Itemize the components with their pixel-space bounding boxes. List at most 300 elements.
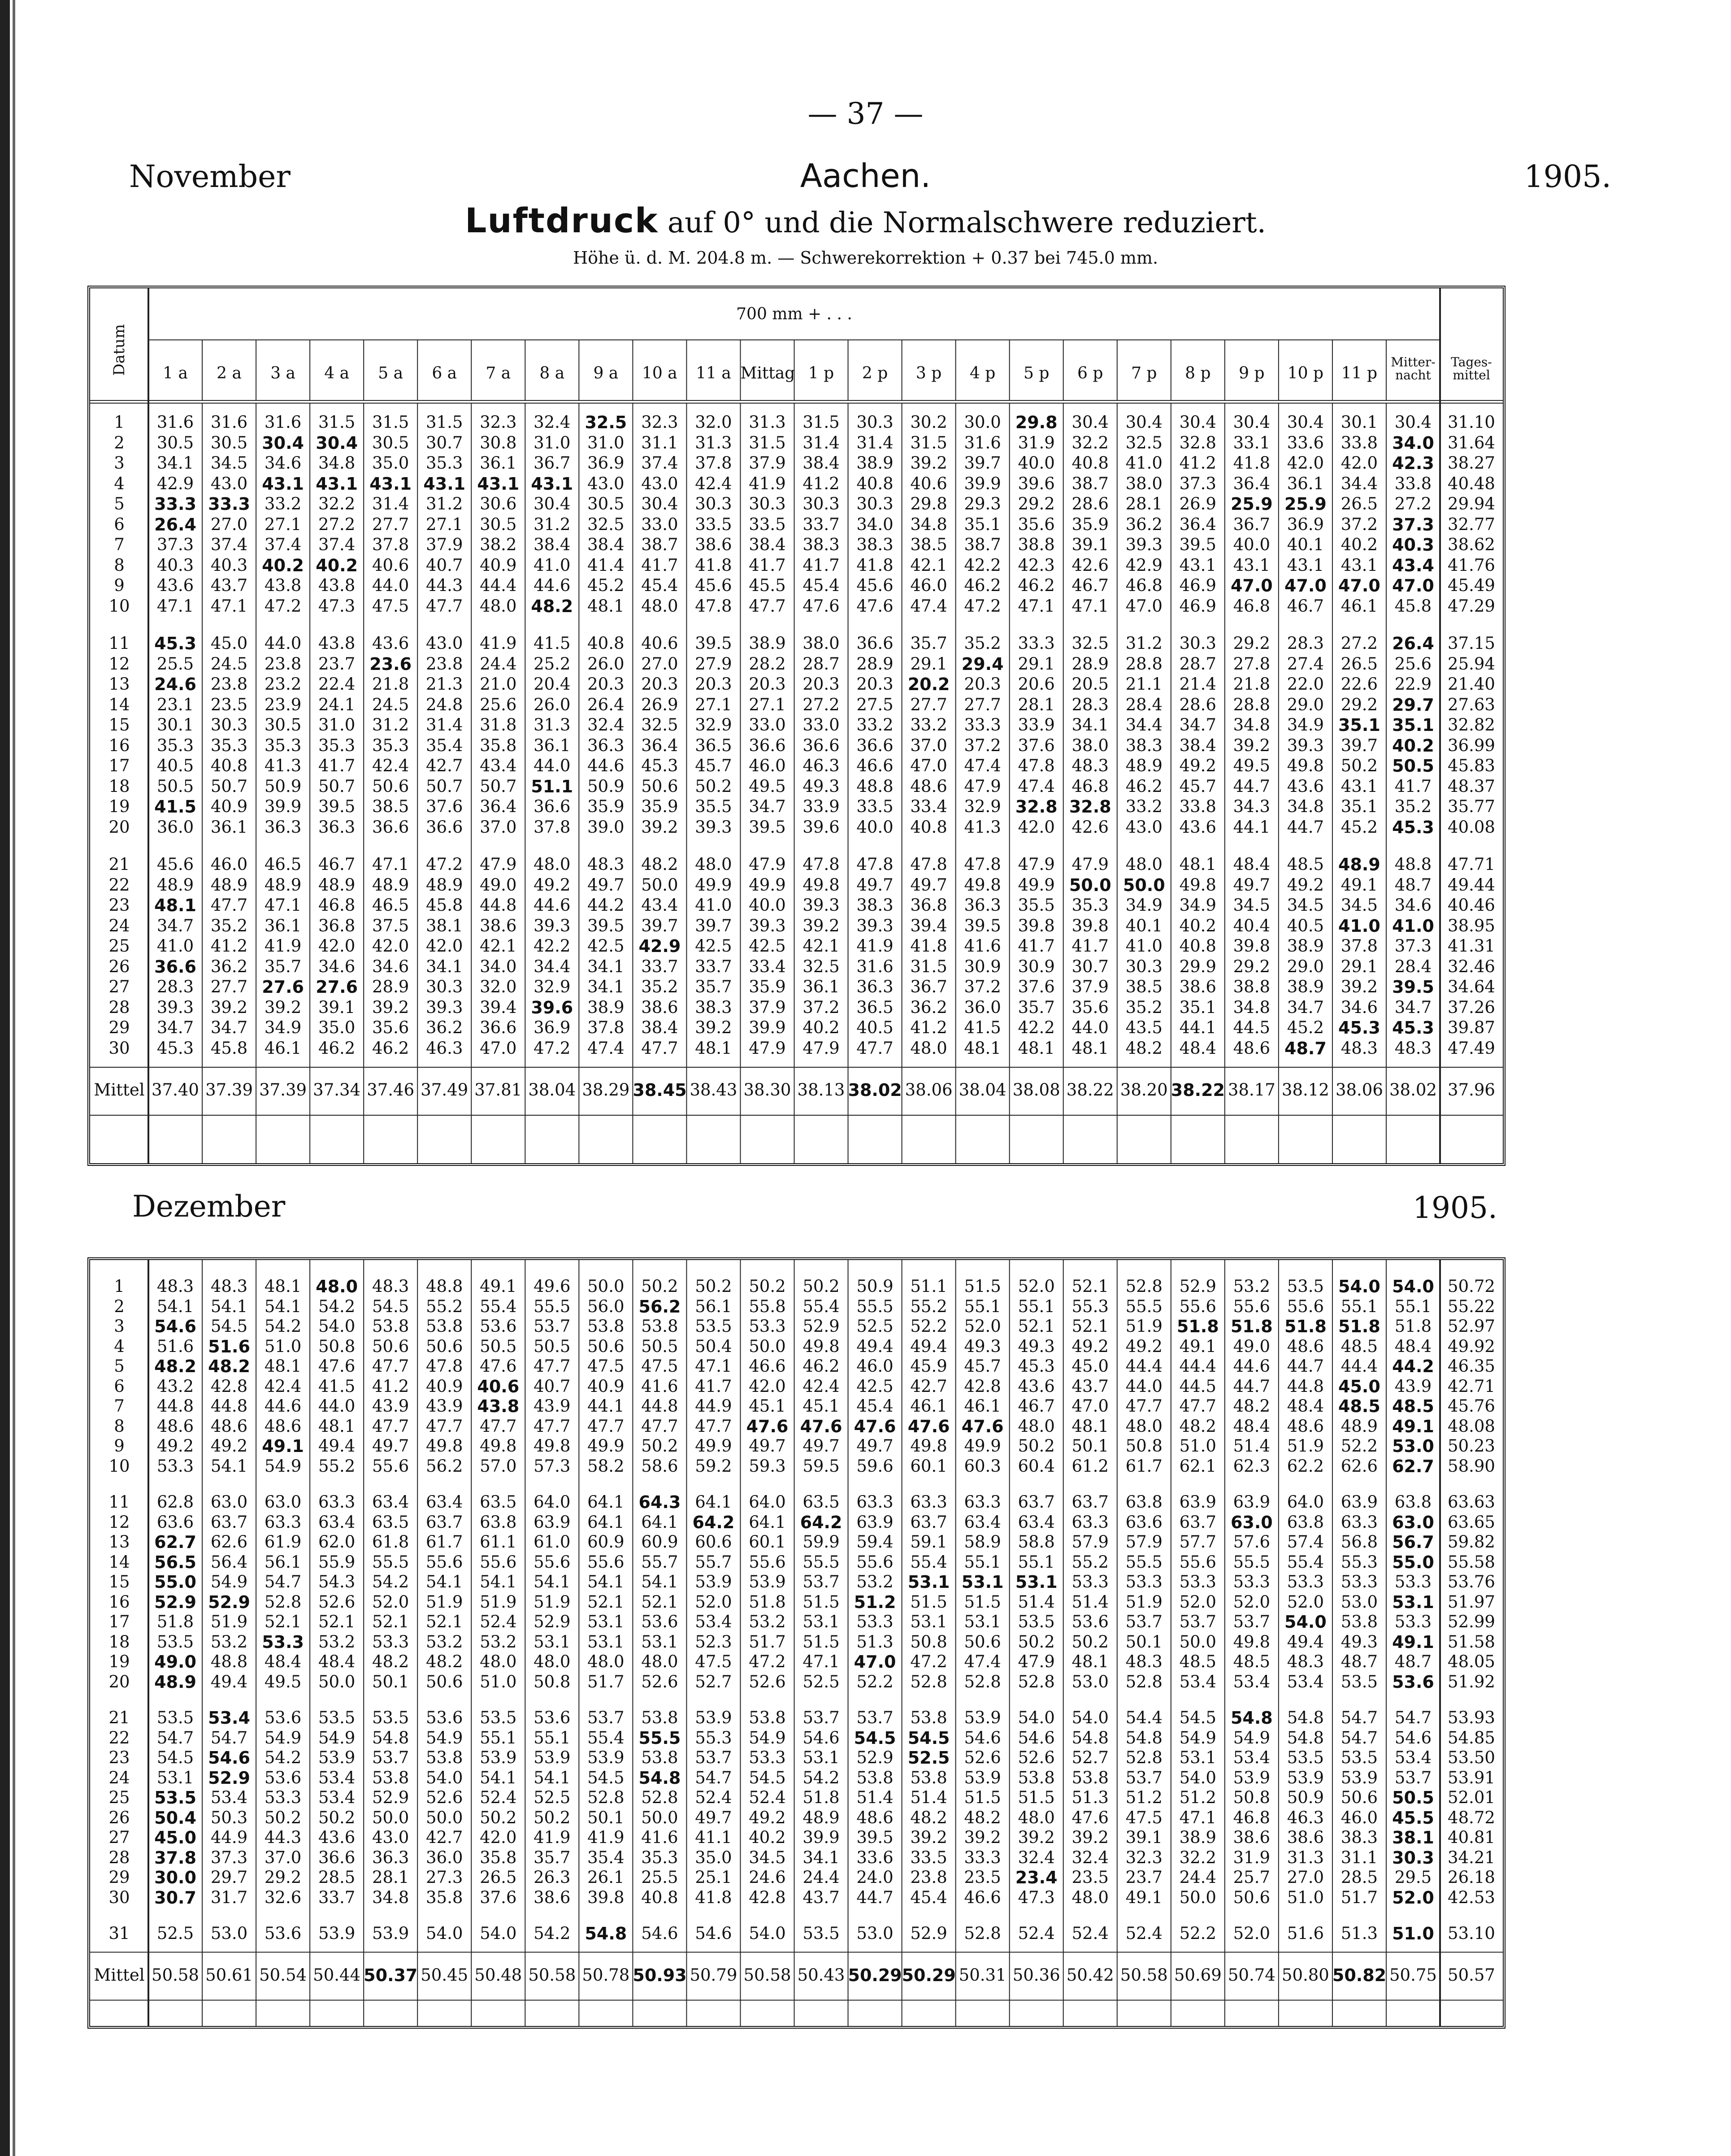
data-cell: 63.3 xyxy=(964,1492,1001,1512)
data-cell: 60.4 xyxy=(1018,1456,1055,1476)
data-cell: 47.8 xyxy=(1018,756,1055,775)
data-cell: 52.6 xyxy=(318,1592,356,1612)
data-cell: 51.6 xyxy=(156,1336,194,1356)
data-cell: 61.7 xyxy=(426,1532,463,1552)
data-cell: 43.0 xyxy=(1125,817,1163,837)
data-cell: 42.7 xyxy=(910,1376,947,1396)
data-cell: 43.1 xyxy=(316,474,358,494)
data-cell: 57.9 xyxy=(1125,1532,1163,1552)
data-cell: 45.0 xyxy=(154,1828,196,1847)
data-cell: 55.2 xyxy=(426,1296,463,1316)
data-cell: 28.8 xyxy=(1233,695,1271,714)
data-cell: 54.0 xyxy=(426,1924,463,1943)
data-cell: 38.6 xyxy=(1287,1828,1324,1847)
data-cell: 49.2 xyxy=(210,1436,248,1456)
data-cell: 47.7 xyxy=(1125,1396,1163,1416)
row-day-label: 23 xyxy=(108,895,130,915)
data-cell: 36.3 xyxy=(587,735,625,755)
data-cell: 51.92 xyxy=(1448,1672,1495,1691)
data-cell: 47.6 xyxy=(480,1356,517,1376)
data-cell: 42.1 xyxy=(803,936,840,956)
data-cell: 53.7 xyxy=(1179,1612,1216,1631)
data-cell: 51.3 xyxy=(1341,1924,1378,1943)
data-cell: 47.6 xyxy=(961,1416,1004,1436)
data-cell: 45.3 xyxy=(1392,1018,1434,1038)
data-cell: 48.0 xyxy=(480,1652,517,1671)
data-cell: 41.0 xyxy=(695,895,732,915)
data-cell: 53.8 xyxy=(1072,1768,1109,1787)
data-cell: 49.9 xyxy=(749,875,786,895)
data-cell: 53.9 xyxy=(480,1748,517,1767)
data-cell: 54.1 xyxy=(587,1572,625,1591)
data-cell: 38.9 xyxy=(856,453,894,473)
data-cell: 36.3 xyxy=(318,817,356,837)
month-header-november: November xyxy=(129,159,291,195)
data-cell: 43.9 xyxy=(426,1396,463,1416)
data-cell: 52.8 xyxy=(1125,1277,1163,1296)
column-header: 11 a xyxy=(696,364,731,383)
data-cell: 38.1 xyxy=(426,916,463,935)
data-cell: 50.6 xyxy=(964,1632,1001,1652)
data-cell: 28.9 xyxy=(856,654,894,674)
data-cell: 30.5 xyxy=(156,433,194,452)
mean-cell: 38.02 xyxy=(1389,1080,1437,1100)
data-cell: 52.6 xyxy=(1018,1748,1055,1767)
data-cell: 30.7 xyxy=(154,1887,196,1908)
data-cell: 24.4 xyxy=(480,654,517,674)
data-cell: 43.6 xyxy=(372,634,409,653)
data-cell: 42.9 xyxy=(1125,555,1163,575)
data-cell: 54.2 xyxy=(534,1924,571,1943)
data-cell: 43.0 xyxy=(587,474,625,493)
data-cell: 63.7 xyxy=(1179,1512,1216,1532)
data-cell: 50.6 xyxy=(372,1336,409,1356)
data-cell: 54.4 xyxy=(1125,1708,1163,1727)
data-cell: 48.0 xyxy=(695,855,732,874)
data-cell: 29.7 xyxy=(210,1868,248,1887)
data-cell: 30.4 xyxy=(1394,413,1432,432)
data-cell: 47.0 xyxy=(1125,596,1163,616)
data-cell: 47.2 xyxy=(264,596,302,616)
data-cell: 54.7 xyxy=(1341,1728,1378,1747)
data-cell: 27.7 xyxy=(964,695,1001,714)
data-cell: 30.3 xyxy=(1125,956,1163,976)
mean-cell: 37.49 xyxy=(421,1080,469,1100)
mean-cell: 38.04 xyxy=(528,1080,576,1100)
data-cell: 34.6 xyxy=(1394,895,1432,915)
data-cell: 49.7 xyxy=(695,1808,732,1827)
data-cell: 39.5 xyxy=(318,797,356,816)
data-cell: 37.3 xyxy=(1179,474,1216,493)
data-cell: 34.1 xyxy=(156,453,194,473)
data-cell: 44.3 xyxy=(426,576,463,595)
data-cell: 55.3 xyxy=(1341,1552,1378,1572)
data-cell: 61.2 xyxy=(1072,1456,1109,1476)
data-cell: 51.8 xyxy=(1338,1317,1380,1336)
data-cell: 45.9 xyxy=(910,1356,947,1376)
data-cell: 31.5 xyxy=(372,413,409,432)
data-cell: 27.0 xyxy=(210,514,248,534)
data-cell: 39.3 xyxy=(426,997,463,1017)
data-cell: 28.4 xyxy=(1125,695,1163,714)
data-cell: 35.9 xyxy=(1072,514,1109,534)
mean-cell: 50.61 xyxy=(205,1965,253,1985)
data-cell: 38.5 xyxy=(1125,977,1163,996)
data-cell: 49.1 xyxy=(1341,875,1378,895)
data-cell: 53.4 xyxy=(1233,1672,1271,1691)
data-cell: 61.1 xyxy=(480,1532,517,1552)
data-cell: 47.6 xyxy=(746,1416,789,1436)
column-header: Tages-mittel xyxy=(1451,355,1492,383)
data-cell: 49.7 xyxy=(856,875,894,895)
data-cell: 53.5 xyxy=(803,1924,840,1943)
data-cell: 41.0 xyxy=(534,555,571,575)
row-day-label: 10 xyxy=(108,596,130,616)
data-cell: 51.5 xyxy=(803,1592,840,1612)
data-cell: 55.5 xyxy=(1233,1552,1271,1572)
data-cell: 49.7 xyxy=(856,1436,894,1456)
data-cell: 64.0 xyxy=(534,1492,571,1512)
data-cell: 27.2 xyxy=(1341,634,1378,653)
data-cell: 49.92 xyxy=(1448,1336,1495,1356)
data-cell: 54.5 xyxy=(749,1768,786,1787)
data-cell: 44.4 xyxy=(480,576,517,595)
data-cell: 30.0 xyxy=(154,1868,196,1887)
data-cell: 46.0 xyxy=(910,576,947,595)
data-cell: 33.0 xyxy=(749,715,786,735)
data-cell: 36.6 xyxy=(480,1018,517,1037)
data-cell: 27.1 xyxy=(749,695,786,714)
data-cell: 47.5 xyxy=(372,596,409,616)
data-cell: 55.1 xyxy=(1394,1296,1432,1316)
data-cell: 47.1 xyxy=(1072,596,1109,616)
data-cell: 55.4 xyxy=(587,1728,625,1747)
data-cell: 52.2 xyxy=(1341,1436,1378,1456)
data-cell: 48.5 xyxy=(1179,1652,1216,1671)
data-cell: 45.0 xyxy=(210,634,248,653)
data-cell: 20.6 xyxy=(1018,674,1055,694)
data-cell: 52.0 xyxy=(1179,1592,1216,1612)
data-cell: 51.3 xyxy=(856,1632,894,1652)
data-cell: 47.2 xyxy=(910,1652,947,1671)
data-cell: 54.7 xyxy=(1341,1708,1378,1727)
data-cell: 53.10 xyxy=(1448,1924,1495,1943)
data-cell: 49.3 xyxy=(1341,1632,1378,1652)
data-cell: 31.2 xyxy=(426,494,463,513)
data-cell: 62.7 xyxy=(154,1532,196,1552)
data-cell: 53.9 xyxy=(318,1748,356,1767)
data-cell: 54.0 xyxy=(1018,1708,1055,1727)
data-cell: 47.4 xyxy=(910,596,947,616)
data-cell: 56.0 xyxy=(587,1296,625,1316)
data-cell: 29.8 xyxy=(910,494,947,513)
data-cell: 54.1 xyxy=(156,1296,194,1316)
data-cell: 53.93 xyxy=(1448,1708,1495,1727)
data-cell: 34.0 xyxy=(1392,433,1434,453)
data-cell: 40.5 xyxy=(856,1018,894,1037)
data-cell: 23.7 xyxy=(1125,1868,1163,1887)
data-cell: 54.7 xyxy=(264,1572,302,1591)
mean-cell: 50.29 xyxy=(902,1965,956,1985)
data-cell: 41.6 xyxy=(964,936,1001,956)
data-cell: 31.5 xyxy=(749,433,786,452)
data-cell: 49.8 xyxy=(534,1436,571,1456)
data-cell: 44.5 xyxy=(1233,1018,1271,1037)
data-cell: 35.2 xyxy=(641,977,678,996)
data-cell: 34.4 xyxy=(1125,715,1163,735)
data-cell: 47.7 xyxy=(749,596,786,616)
mean-cell: 38.06 xyxy=(905,1080,953,1100)
data-cell: 51.2 xyxy=(854,1592,896,1612)
data-cell: 54.6 xyxy=(695,1924,732,1943)
data-cell: 39.9 xyxy=(964,474,1001,493)
column-header: 10 a xyxy=(642,364,677,383)
data-cell: 54.9 xyxy=(318,1728,356,1747)
book-binding-edge xyxy=(0,0,10,2156)
data-cell: 38.9 xyxy=(587,997,625,1017)
row-day-label: 24 xyxy=(108,1768,130,1787)
data-cell: 50.8 xyxy=(1125,1436,1163,1456)
data-cell: 46.1 xyxy=(910,1396,947,1416)
row-day-label: 15 xyxy=(108,715,130,735)
data-cell: 32.6 xyxy=(264,1887,302,1907)
data-cell: 50.2 xyxy=(1072,1632,1109,1652)
data-cell: 45.3 xyxy=(154,634,196,653)
data-cell: 47.5 xyxy=(641,1356,678,1376)
data-cell: 44.7 xyxy=(1287,1356,1324,1376)
data-cell: 52.6 xyxy=(426,1788,463,1807)
column-header: 1 p xyxy=(808,364,834,383)
mean-cell: 37.34 xyxy=(313,1080,361,1100)
mean-cell: 50.57 xyxy=(1448,1965,1495,1985)
data-cell: 39.2 xyxy=(264,997,302,1017)
data-cell: 46.7 xyxy=(1018,1396,1055,1416)
data-cell: 53.1 xyxy=(641,1632,678,1652)
data-cell: 25.1 xyxy=(695,1868,732,1887)
data-cell: 38.4 xyxy=(641,1018,678,1037)
data-cell: 52.0 xyxy=(1233,1924,1271,1943)
data-cell: 31.64 xyxy=(1448,433,1495,452)
data-cell: 50.0 xyxy=(1179,1632,1216,1652)
data-cell: 47.7 xyxy=(1179,1396,1216,1416)
data-cell: 26.5 xyxy=(1341,654,1378,674)
data-cell: 47.1 xyxy=(372,855,409,874)
row-day-label: 14 xyxy=(108,695,130,714)
data-cell: 53.9 xyxy=(1287,1768,1324,1787)
data-cell: 48.8 xyxy=(856,776,894,796)
data-cell: 53.8 xyxy=(426,1317,463,1336)
data-cell: 37.9 xyxy=(749,453,786,473)
column-header: 9 p xyxy=(1239,364,1265,383)
data-cell: 52.6 xyxy=(749,1672,786,1691)
data-cell: 63.7 xyxy=(910,1512,947,1532)
data-cell: 53.4 xyxy=(318,1768,356,1787)
data-cell: 53.9 xyxy=(1341,1768,1378,1787)
data-cell: 55.5 xyxy=(534,1296,571,1316)
data-cell: 53.6 xyxy=(1072,1612,1109,1631)
data-cell: 38.9 xyxy=(1179,1828,1216,1847)
data-cell: 41.8 xyxy=(695,555,732,575)
data-cell: 34.0 xyxy=(856,514,894,534)
data-cell: 36.2 xyxy=(1125,514,1163,534)
data-cell: 57.9 xyxy=(1072,1532,1109,1552)
data-cell: 38.9 xyxy=(1287,936,1324,956)
data-cell: 41.9 xyxy=(264,936,302,956)
data-cell: 50.5 xyxy=(534,1336,571,1356)
data-cell: 27.63 xyxy=(1448,695,1495,714)
data-cell: 54.0 xyxy=(1284,1612,1327,1632)
data-cell: 40.9 xyxy=(426,1376,463,1396)
data-cell: 23.7 xyxy=(318,654,356,674)
data-cell: 35.2 xyxy=(210,916,248,935)
data-cell: 47.3 xyxy=(318,596,356,616)
data-cell: 63.3 xyxy=(264,1512,302,1532)
data-cell: 52.5 xyxy=(856,1317,894,1336)
data-cell: 55.5 xyxy=(372,1552,409,1572)
data-cell: 32.4 xyxy=(587,715,625,735)
data-cell: 42.7 xyxy=(426,756,463,775)
data-cell: 47.8 xyxy=(803,855,840,874)
data-cell: 63.7 xyxy=(210,1512,248,1532)
data-cell: 48.0 xyxy=(1072,1887,1109,1907)
data-cell: 32.4 xyxy=(534,413,571,432)
data-cell: 39.1 xyxy=(1125,1828,1163,1847)
data-cell: 32.8 xyxy=(1069,797,1111,817)
data-cell: 60.9 xyxy=(641,1532,678,1552)
data-cell: 48.6 xyxy=(210,1416,248,1436)
data-cell: 51.5 xyxy=(803,1632,840,1652)
data-cell: 43.1 xyxy=(1233,555,1271,575)
data-cell: 53.9 xyxy=(695,1572,732,1591)
data-cell: 53.5 xyxy=(695,1317,732,1336)
data-cell: 61.9 xyxy=(264,1532,302,1552)
data-cell: 40.3 xyxy=(210,555,248,575)
data-cell: 40.08 xyxy=(1448,817,1495,837)
data-cell: 41.2 xyxy=(803,474,840,493)
data-cell: 48.3 xyxy=(587,855,625,874)
data-cell: 47.8 xyxy=(426,1356,463,1376)
data-cell: 48.4 xyxy=(318,1652,356,1671)
data-cell: 35.3 xyxy=(156,735,194,755)
row-day-label: 21 xyxy=(108,855,130,874)
data-cell: 37.2 xyxy=(1341,514,1378,534)
data-cell: 39.8 xyxy=(1018,916,1055,935)
data-cell: 57.4 xyxy=(1287,1532,1324,1552)
data-cell: 40.4 xyxy=(1233,916,1271,935)
data-cell: 63.4 xyxy=(426,1492,463,1512)
data-cell: 24.6 xyxy=(154,674,196,694)
data-cell: 49.2 xyxy=(534,875,571,895)
data-cell: 54.1 xyxy=(210,1456,248,1476)
data-cell: 44.6 xyxy=(264,1396,302,1416)
data-cell: 43.0 xyxy=(641,474,678,493)
data-cell: 35.4 xyxy=(426,735,463,755)
data-cell: 51.9 xyxy=(534,1592,571,1612)
data-cell: 51.4 xyxy=(1233,1436,1271,1456)
mean-cell: 50.74 xyxy=(1228,1965,1275,1985)
data-cell: 51.8 xyxy=(156,1612,194,1631)
data-cell: 56.4 xyxy=(210,1552,248,1572)
data-cell: 63.4 xyxy=(372,1492,409,1512)
data-cell: 43.9 xyxy=(1394,1376,1432,1396)
data-cell: 35.77 xyxy=(1448,797,1495,816)
station-name: Aachen. xyxy=(800,157,931,195)
data-cell: 40.8 xyxy=(210,756,248,775)
data-cell: 42.6 xyxy=(1072,817,1109,837)
data-cell: 39.5 xyxy=(587,916,625,935)
data-cell: 56.5 xyxy=(154,1552,196,1572)
data-cell: 47.6 xyxy=(800,1416,842,1436)
data-cell: 53.50 xyxy=(1448,1748,1495,1767)
data-cell: 37.6 xyxy=(1018,735,1055,755)
data-cell: 51.5 xyxy=(910,1592,947,1612)
data-cell: 51.9 xyxy=(480,1592,517,1612)
data-cell: 27.1 xyxy=(264,514,302,534)
data-cell: 53.0 xyxy=(856,1924,894,1943)
data-cell: 43.0 xyxy=(426,634,463,653)
data-cell: 28.5 xyxy=(318,1868,356,1887)
data-cell: 39.1 xyxy=(318,997,356,1017)
row-day-label: 29 xyxy=(108,1018,130,1037)
data-cell: 41.2 xyxy=(210,936,248,956)
data-cell: 51.8 xyxy=(1176,1317,1219,1336)
data-cell: 31.2 xyxy=(534,514,571,534)
data-cell: 55.1 xyxy=(1018,1552,1055,1572)
data-cell: 54.2 xyxy=(318,1296,356,1316)
data-cell: 50.3 xyxy=(210,1808,248,1827)
data-cell: 36.8 xyxy=(910,895,947,915)
data-cell: 25.7 xyxy=(1233,1868,1271,1887)
data-cell: 51.58 xyxy=(1448,1632,1495,1652)
data-cell: 53.76 xyxy=(1448,1572,1495,1591)
data-cell: 54.8 xyxy=(638,1768,681,1788)
data-cell: 53.8 xyxy=(641,1748,678,1767)
data-cell: 46.0 xyxy=(210,855,248,874)
mean-cell: 50.43 xyxy=(797,1965,845,1985)
row-day-label: 2 xyxy=(114,433,125,452)
data-cell: 36.7 xyxy=(1233,514,1271,534)
data-cell: 40.6 xyxy=(477,1376,520,1396)
data-cell: 53.9 xyxy=(749,1572,786,1591)
data-cell: 39.5 xyxy=(856,1828,894,1847)
data-cell: 41.5 xyxy=(964,1018,1001,1037)
data-cell: 49.8 xyxy=(480,1436,517,1456)
data-cell: 55.58 xyxy=(1448,1552,1495,1572)
data-cell: 48.4 xyxy=(1179,1038,1216,1058)
data-cell: 38.0 xyxy=(1072,735,1109,755)
data-cell: 51.1 xyxy=(531,776,573,796)
book-binding-shadow xyxy=(13,0,15,2156)
data-cell: 32.9 xyxy=(964,797,1001,816)
data-cell: 33.9 xyxy=(803,797,840,816)
data-cell: 49.1 xyxy=(480,1277,517,1296)
data-cell: 42.1 xyxy=(910,555,947,575)
data-cell: 53.1 xyxy=(961,1572,1004,1592)
data-cell: 27.7 xyxy=(372,514,409,534)
data-cell: 36.0 xyxy=(426,1847,463,1867)
data-cell: 44.0 xyxy=(264,634,302,653)
data-cell: 52.0 xyxy=(372,1592,409,1612)
data-cell: 22.4 xyxy=(318,674,356,694)
data-cell: 50.0 xyxy=(1123,875,1165,895)
data-cell: 61.8 xyxy=(372,1532,409,1552)
data-cell: 48.0 xyxy=(480,596,517,616)
data-cell: 29.2 xyxy=(1341,695,1378,714)
data-cell: 44.1 xyxy=(1233,817,1271,837)
data-cell: 53.9 xyxy=(587,1748,625,1767)
data-cell: 50.8 xyxy=(318,1336,356,1356)
mean-cell: 38.12 xyxy=(1281,1080,1329,1100)
